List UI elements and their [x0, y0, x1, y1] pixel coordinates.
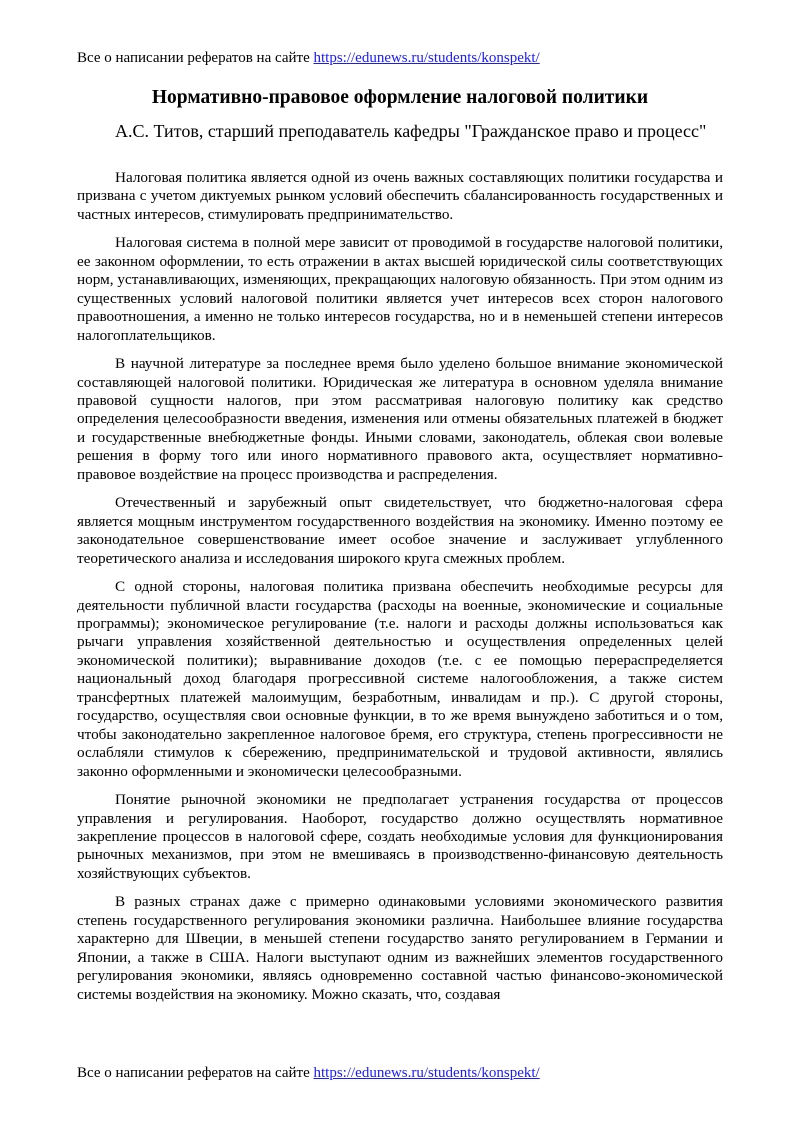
- paragraph: Налоговая политика является одной из очень важных составляющих политики государства и призвана с учетом диктуемых рынком условий обеспечить сбалансированность государственных и частных интересов, стимулировать предпринимательство.: [77, 169, 723, 223]
- page-footer: [77, 1064, 540, 1082]
- paragraph: Отечественный и зарубежный опыт свидетельствует, что бюджетно-налоговая сфера является мощным инструментом государственного воздействия на экономику. Именно поэтому ее законодательное совершенствование имеет особое значение и заслуживает углубленного теоретического анализа и исследования широкого круга смежных проблем.: [77, 494, 723, 567]
- document-title: Нормативно-правовое оформление налоговой политики: [151, 87, 649, 108]
- header-text: Все о написании рефератов на сайте: [77, 50, 314, 66]
- paragraph: Налоговая система в полной мере зависит от проводимой в государстве налоговой политики, ее законном оформлении, то есть отражении в актах высшей юридической силы соответствующих норм, устанавливающих, изменяющих, прекращающих налоговую обязанность. При этом одним из существенных условий налоговой политики является учет интересов всех сторон налогового правоотношения, а именно не только интересов государства, но и в неменьшей степени интересов налогоплательщиков.: [77, 234, 723, 344]
- document-body: [77, 169, 723, 1014]
- paragraph: Понятие рыночной экономики не предполагает устранения государства от процессов управления и регулирования. Наоборот, государство должно осуществлять нормативное закрепление процессов в налоговой сфере, создать необходимые условия для функционирования рыночных механизмов, при этом не вмешиваясь в производственно-финансовую деятельность хозяйствующих субъектов.: [77, 791, 723, 882]
- paragraph: В научной литературе за последнее время было уделено большое внимание экономической составляющей налоговой политики. Юридическая же литература в основном уделяла внимание правовой сущности налогов, при этом рассматривая налоговую политику как средство определения целесообразности введения, изменения или отмены обязательных платежей в бюджет и государственные внебюджетные фонды. Иными словами, законодатель, облекая свои волевые решения в форму того или иного нормативного правового акта, осуществляет нормативно-правовое воздействие на процесс производства и распределения.: [77, 355, 723, 483]
- header-link[interactable]: https://edunews.ru/students/konspekt/: [313, 50, 540, 66]
- paragraph: С одной стороны, налоговая политика призвана обеспечить необходимые ресурсы для деятельности публичной власти государства (расходы на военные, экономические и социальные программы); экономическое регулирование (т.е. налоги и расходы должны использоваться как рычаги управления хозяйственной деятельностью и осуществления определенных целей экономической политики); выравнивание доходов (т.е. с ее помощью перераспределяется национальный доход благодаря прогрессивной системе налогообложения, а также систем трансфертных платежей малоимущим, безработным, инвалидам и пр.). С другой стороны, государство, осуществляя свои основные функции, в то же время вынуждено заботиться и о том, чтобы законодательно закрепленное налоговое бремя, его структура, степень прогрессивности не ослабляли стимулов к сбережению, предпринимательской и трудовой активности, являлись законно оформленными и экономически целесообразными.: [77, 578, 723, 780]
- paragraph: В разных странах даже с примерно одинаковыми условиями экономического развития степень государственного регулирования экономики различна. Наибольшее влияние государства характерно для Швеции, в меньшей степени государство занято регулированием в Германии и Японии, а также в США. Налоги выступают одним из важнейших элементов государственного регулирования экономики, являясь одновременно составной частью финансово-экономической системы воздействия на экономику. Можно сказать, что, создавая: [77, 893, 723, 1003]
- author-line: А.С. Титов, старший преподаватель кафедры "Гражданское право и процесс": [115, 121, 707, 141]
- footer-link[interactable]: https://edunews.ru/students/konspekt/: [313, 1065, 540, 1081]
- page-header: [77, 49, 540, 67]
- footer-text: Все о написании рефератов на сайте: [77, 1065, 314, 1081]
